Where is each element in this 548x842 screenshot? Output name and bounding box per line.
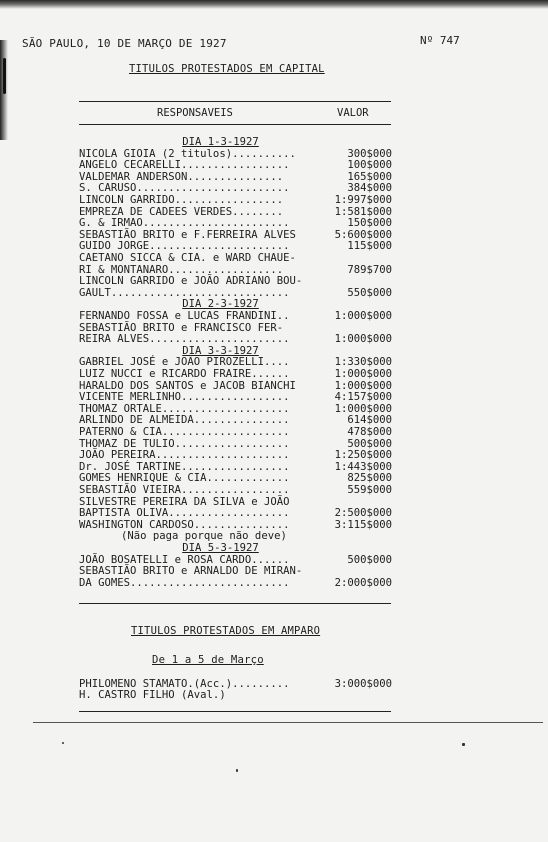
- valor-amount: 559$000: [347, 484, 392, 496]
- valor-amount: 500$000: [347, 553, 392, 566]
- scan-speck: [462, 743, 465, 746]
- table-top-rule: [79, 101, 391, 102]
- table-row: [79, 461, 392, 473]
- responsavel-name: SEBASTIÃO VIEIRA.................: [79, 484, 290, 496]
- valor-amount: 165$000: [347, 170, 392, 183]
- valor-amount: 1:000$000: [334, 402, 392, 415]
- valor-amount: 1:250$000: [334, 449, 392, 462]
- responsavel-name: VALDEMAR ANDERSON...............: [79, 170, 284, 183]
- column-header-responsaveis: RESPONSAVEIS: [157, 107, 233, 119]
- valor-amount: 500$000: [347, 437, 392, 450]
- responsavel-name: RI & MONTANARO..................: [79, 263, 284, 276]
- responsavel-name: G. & IRMAO.......................: [79, 217, 290, 230]
- responsavel-name: ARLINDO DE ALMEIDA...............: [79, 414, 290, 427]
- valor-amount: 1:997$000: [334, 194, 392, 206]
- column-header-valor: VALOR: [337, 107, 369, 119]
- table-row: [79, 275, 392, 287]
- section-title-amparo: TITULOS PROTESTADOS EM AMPARO: [131, 625, 321, 637]
- table-row: [79, 287, 392, 299]
- table-row: [79, 391, 392, 403]
- responsavel-name: FERNANDO FOSSA e LUCAS FRANDINI..: [79, 310, 290, 322]
- table-row: [79, 229, 392, 241]
- responsavel-name: PHILOMENO STAMATO.(Acc.).........: [79, 678, 290, 690]
- day-heading-text: DIA 3-3-1927: [182, 344, 259, 357]
- responsavel-name: H. CASTRO FILHO (Aval.): [79, 689, 226, 701]
- scan-shadow-top: [0, 0, 548, 9]
- day-heading-text: DIA 1-3-1927: [182, 136, 259, 148]
- responsavel-name: JOÃO BOSATELLI e ROSA CARDO......: [79, 553, 290, 566]
- responsavel-name: GABRIEL JOSÉ e JOÃO PIROZELLI....: [79, 356, 290, 369]
- table-row: [79, 449, 392, 461]
- responsavel-name: GAULT............................: [79, 286, 290, 299]
- valor-amount: 2:500$000: [334, 507, 392, 520]
- responsavel-name: S. CARUSO........................: [79, 182, 290, 195]
- table-row: [79, 171, 392, 183]
- responsavel-name: LINCOLN GARRIDO.................: [79, 194, 284, 206]
- table-row: [79, 368, 392, 380]
- responsavel-name: EMPREZA DE CADEES VERDES........: [79, 205, 284, 218]
- responsavel-name: SEBASTIÃO BRITO e ARNALDO DE MIRAN-: [79, 565, 303, 578]
- amparo-bottom-rule: [79, 711, 391, 712]
- table-row: [79, 217, 392, 229]
- table-row: [79, 426, 392, 438]
- valor-amount: 550$000: [347, 286, 392, 299]
- responsavel-name: NICOLA GIOIA (2 titulos)..........: [79, 147, 296, 160]
- valor-amount: 1:330$000: [334, 356, 392, 369]
- valor-amount: 1:443$000: [334, 460, 392, 473]
- responsavel-name: HARALDO DOS SANTOS e JACOB BIANCHI: [79, 379, 296, 392]
- valor-amount: 1:000$000: [334, 333, 392, 346]
- responsavel-name: GUIDO JORGE......................: [79, 240, 290, 253]
- responsavel-name: REIRA ALVES......................: [79, 333, 290, 346]
- day-heading: [79, 136, 392, 148]
- valor-amount: 300$000: [347, 147, 392, 160]
- table-bottom-rule: [79, 603, 391, 604]
- valor-amount: 150$000: [347, 217, 392, 230]
- table-row: [79, 333, 392, 345]
- responsavel-name: SILVESTRE PEREIRA DA SILVA e JOÃO: [79, 495, 290, 508]
- valor-amount: 1:000$000: [334, 310, 392, 322]
- section-title-capital: TITULOS PROTESTADOS EM CAPITAL: [129, 63, 325, 75]
- table-row: [79, 496, 392, 508]
- responsavel-name: JOÃO PEREIRA.....................: [79, 449, 290, 462]
- day-heading-text: DIA 5-3-1927: [182, 542, 259, 554]
- row-note: (Não paga porque não deve): [121, 530, 287, 543]
- responsavel-name: GOMES HENRIQUE & CIA.............: [79, 472, 290, 485]
- valor-amount: 1:581$000: [334, 205, 392, 218]
- valor-amount: 614$000: [347, 414, 392, 427]
- table-row: [79, 159, 392, 171]
- table-row: [79, 264, 392, 276]
- responsavel-name: BAPTISTA OLIVA...................: [79, 507, 290, 520]
- valor-amount: 789$700: [347, 263, 392, 276]
- table-row: [79, 206, 392, 218]
- scan-speck: [62, 742, 64, 744]
- table-header-rule: [79, 124, 391, 125]
- day-heading: [79, 345, 392, 357]
- responsavel-name: LINCOLN GARRIDO e JOÃO ADRIANO BOU-: [79, 275, 303, 288]
- place-date: SÃO PAULO, 10 DE MARÇO DE 1927: [22, 37, 227, 50]
- table-row: [79, 554, 392, 566]
- responsavel-name: VICENTE MERLINHO.................: [79, 391, 290, 404]
- section-subtitle-amparo: De 1 a 5 de Março: [152, 654, 264, 666]
- responsavel-name: SEBASTIÃO BRITO e FRANCISCO FER-: [79, 321, 284, 334]
- valor-amount: 115$000: [347, 240, 392, 253]
- table-row: [79, 356, 392, 368]
- table-row: [79, 507, 392, 519]
- table-row: [79, 380, 392, 392]
- responsavel-name: THOMAZ DE TULIO..................: [79, 437, 290, 450]
- responsavel-name: Dr. JOSÉ TARTINE.................: [79, 460, 290, 473]
- scan-speck: [236, 769, 238, 772]
- valor-amount: 3:000$000: [334, 678, 392, 690]
- table-row: [79, 310, 392, 322]
- responsavel-name: THOMAZ ORTALE....................: [79, 402, 290, 415]
- table-row: [79, 519, 392, 531]
- table-row: [79, 322, 392, 334]
- table-row: [79, 414, 392, 426]
- table-row: [79, 577, 392, 589]
- table-row: [79, 438, 392, 450]
- table-row: [79, 240, 392, 252]
- responsavel-name: DA GOMES.........................: [79, 576, 290, 589]
- valor-amount: 825$000: [347, 472, 392, 485]
- valor-amount: 2:000$000: [334, 576, 392, 589]
- table-row: [79, 182, 392, 194]
- table-row: [79, 484, 392, 496]
- table-row: [79, 472, 392, 484]
- valor-amount: 478$000: [347, 426, 392, 438]
- table-row: [79, 252, 392, 264]
- valor-amount: 5:600$000: [334, 228, 392, 241]
- page-number: Nº 747: [420, 34, 460, 47]
- responsavel-name: ANGELO CECARELLI.................: [79, 159, 290, 172]
- day-heading: [79, 298, 392, 310]
- table-row: [79, 565, 392, 577]
- responsavel-name: SEBASTIÃO BRITO e F.FERREIRA ALVES: [79, 228, 296, 241]
- valor-amount: 384$000: [347, 182, 392, 195]
- scan-edge-mark: [3, 58, 6, 94]
- responsavel-name: LUIZ NUCCI e RICARDO FRAIRE......: [79, 368, 290, 380]
- valor-amount: 1:000$000: [334, 379, 392, 392]
- valor-amount: 3:115$000: [334, 518, 392, 531]
- valor-amount: 4:157$000: [334, 391, 392, 404]
- valor-amount: 100$000: [347, 159, 392, 172]
- valor-amount: 1:000$000: [334, 368, 392, 380]
- responsavel-name: CAETANO SICCA & CIA. e WARD CHAUE-: [79, 252, 296, 264]
- page-bottom-rule: [33, 722, 543, 723]
- table-row: [79, 403, 392, 415]
- table-row: [79, 148, 392, 160]
- responsavel-name: PATERNO & CIA....................: [79, 426, 290, 438]
- day-heading-text: DIA 2-3-1927: [182, 298, 259, 311]
- table-row: [79, 689, 392, 701]
- table-row: [79, 194, 392, 206]
- responsavel-name: WASHINGTON CARDOSO...............: [79, 518, 290, 531]
- day-heading: [79, 542, 392, 554]
